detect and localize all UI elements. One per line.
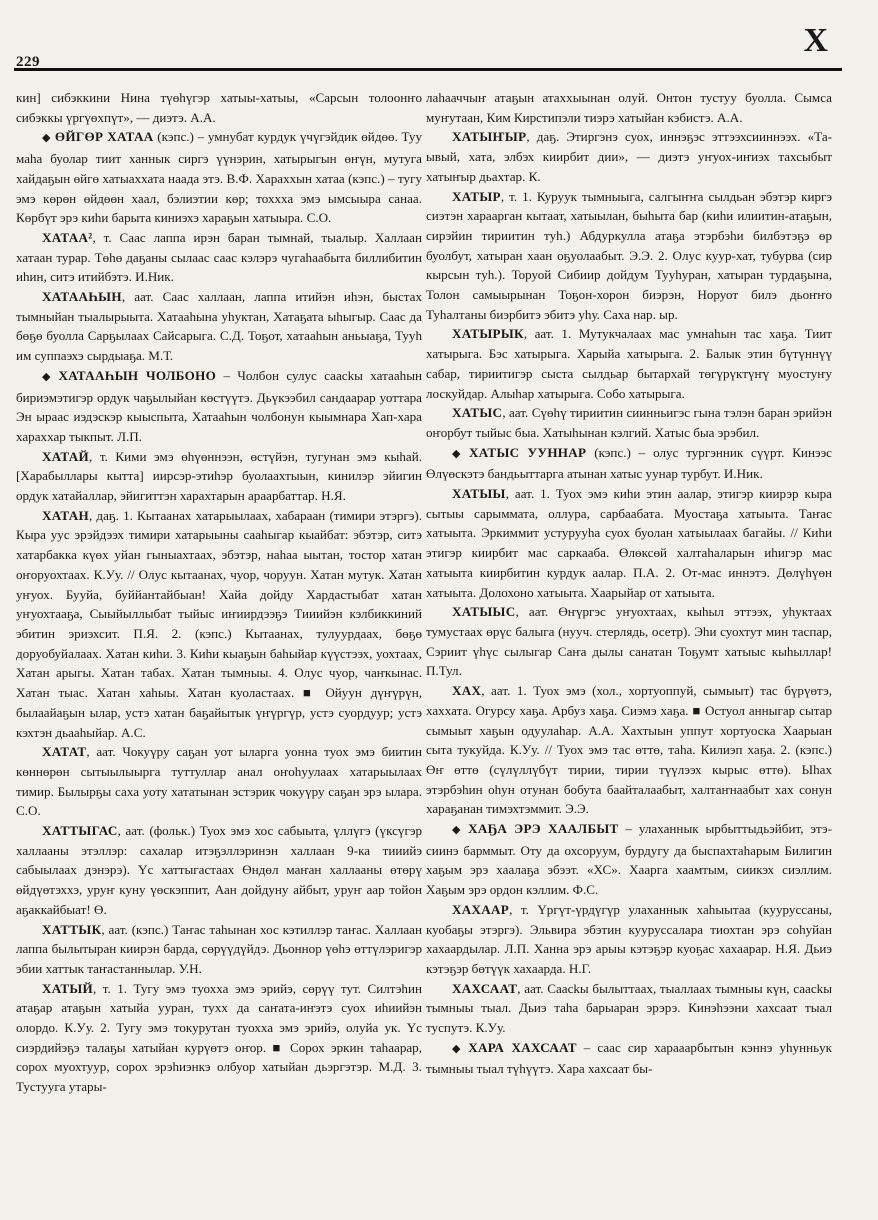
dictionary-entry xyxy=(426,324,832,403)
entry-headword: ХАТАТ xyxy=(42,744,87,760)
dictionary-entry xyxy=(16,979,422,1097)
entry-definition: – саас сир харааарбытын кэннэ уһунньук тымныы тыал түһүүтэ. Хара хахсаат бы- xyxy=(426,1039,832,1077)
dictionary-entry xyxy=(426,187,832,325)
dictionary-entry xyxy=(16,127,422,228)
entry-headword: ХАТААҺЫН xyxy=(42,289,122,305)
dictionary-entry xyxy=(16,366,422,447)
running-head-letter: X xyxy=(803,22,828,59)
entry-definition: , аат. Саасkы былыттаах, тыаллаах тымныы күн, саасkы тымныы тыал. Дьиэ таһа барыаран эрэрэ. Кинэһээни хахсаат тыал туспутэ. К.Уу. xyxy=(426,980,832,1036)
dictionary-entry xyxy=(426,127,832,186)
entry-definition: , т. Саас лаппа ирэн баран тымнай, тыалыр. Халлаан хатаан турар. Төһө даҕаны сылаас саас кэлэрэ чугаһаабыта биллибитин иһин, ситэ итийбэтэ. И.Ник. xyxy=(16,229,422,285)
entry-headword: ХАТЫЫ xyxy=(452,486,506,502)
left-column xyxy=(16,88,422,1128)
entry-headword: ХАТЫС УУННАР xyxy=(469,444,587,460)
entry-definition: , аат. Өҥүргэс уҥуохтаах, кыһыл эттээх, уһуктаах тумустаах өрүс балыга (нууч. стерлядь, осетр). Эһи суохтут мин таспар, Сэриит үһүс сылыгар Саҥа дылы санатан Тоҕумт хатыыс кыһыллар! П.Тул. xyxy=(426,604,832,679)
dictionary-entry xyxy=(16,506,422,742)
diamond-marker-icon: ◆ xyxy=(42,370,55,383)
dictionary-entry xyxy=(426,979,832,1038)
entry-headword: ХАТЫЙ xyxy=(42,980,94,996)
dictionary-entry xyxy=(16,742,422,821)
entry-headword: ХАТАН xyxy=(42,507,89,523)
entry-definition: , т. 1. Тугу эмэ туохха эмэ эрийэ, сөрүү тут. Силтэһин атаҕар атаҕын хатыйа ууран, тухх да саҥата-иҥэтэ суох иһиийэн олордо. К.Уу. 2. Тугу эмэ токурутан туохха эмэ эрийэ, олуйа ук. Үс сиэрдийэҕэ талаҕы хатыйан курүөтэ оҥор. ■ Сорох эркин таһаарар, сорох муохтуур, сорох эрэһиэнкэ олбуор хатыйан дьэргэтэр. М.Д. 3. Тустууга утары- xyxy=(16,980,422,1095)
entry-headword: ХАРА ХАХСААТ xyxy=(468,1039,577,1055)
diamond-marker-icon: ◆ xyxy=(452,1042,465,1055)
entry-definition: , аат. (кэпс.) Таҥас таһынан хос кэтиллэр таҥас. Халлаан лаппа былытыран киирэн барда, сөрүүдүйдэ. Дьоннор үөһэ өттүлэригэр эбии хаттык таҥастаннылар. У.Н. xyxy=(16,921,422,976)
dictionary-entry xyxy=(426,88,832,127)
dictionary-entry xyxy=(426,443,832,484)
entry-definition: , аат. (фольк.) Туох эмэ хос сабыыта, үллүгэ (үксүгэр халлааны этэллэр: сахалар итэҕэллэринэн халлаан 9-ка тииийэ сабыылаах дэнэрэ). Үс хаттыгастаах Өндөл маҥан халлааны өтөрү өйдүөтэххэ, уруҥ куну үөскэппит, Аан дойдуну айбыт, уруҥ аар тойон аҕаккайбыат! Ө. xyxy=(16,823,422,917)
entry-definition: лаһааччыҥ атаҕын атаххыынан олуй. Онтон тустуу буолла. Сымса муҥутаан, Ким Кирстипэли тиэрэ хатыйан кэбистэ. А.А. xyxy=(426,90,832,125)
entry-definition: , даҕ. Этиргэнэ суох, иннэҕэс эттээхсииннээх. «Та-ывый, хата, элбэх киирбит дии», — диэтэ уҥуох-иҥиэх тахсыбыт хатыҥыр дьахтар. К. xyxy=(426,129,832,184)
diamond-marker-icon: ◆ xyxy=(42,132,51,145)
dictionary-entry xyxy=(16,287,422,366)
entry-definition: , аат. Саас халлаан, лаппа итийэн иһэн, быстах тымныйан тыалырыыта. Хатааһына уһуктан, Хатаҕата ыһыгыр. Саас да бөҕө буолла Сарҕылаах Сайсарыга. С.Д. Тоҕот, хатааһын аньыаҕа, Тууһ им суппаэхэ сырдыаҕа. М.Т. xyxy=(16,289,422,364)
entry-definition: – Чолбон сулус саасkы хатааһын бириэмэтигэр ордук чаҕылыйан көстүүтэ. Дьүкээбил сандаарар уоттара Эн ыраас иэдэскэр кыыспыта, Хатааһын чолбонун кыымнара Хап-хара хараххар тыкпыт. Л.П. xyxy=(16,367,422,444)
page-number: 229 xyxy=(16,54,40,70)
dictionary-entry xyxy=(426,403,832,442)
dictionary-entry xyxy=(426,484,832,602)
entry-headword: ХАТЫЫС xyxy=(452,604,516,620)
diamond-marker-icon: ◆ xyxy=(452,447,466,460)
entry-definition: , т. Үргүт-үрдүгүр улаханнык хаһыытаа (куурусcаны, куобаҕы этэргэ). Эльвира эбэтин кууруссалара тиохтан эрэ соһуйан хахаардылар. Л.П. Ханна эрэ арыы кэтэҕэр куоҕас хахаарар. Н.Я. Дьиэ кэтэҕэр бөтүүк хахаарда. Н.Г. xyxy=(426,901,832,976)
entry-headword: ХАТЫҤЫР xyxy=(452,129,527,145)
entry-definition: , аат. Чокуүру саҕан уот ыларга уонна туох эмэ биитин көннөрөн сытыылыырга туттуллар анал оҥоһуулаах хатарыылаах тимир. Былырҕы саха уоту хататынан эстэрик чокуүру саҕан эрэ ылара. С.О. xyxy=(16,744,422,819)
entry-headword: ХАТЫС xyxy=(452,405,503,421)
entry-headword: ХАХСААТ xyxy=(452,980,518,996)
dictionary-entry xyxy=(16,821,422,920)
entry-headword: ХАТААҺЫН ЧОЛБОНО xyxy=(58,367,217,383)
entry-headword: ХАХААР xyxy=(452,901,510,917)
entry-definition: , т. 1. Куруук тымныыга, салгыҥҥа сылдьан эбэтэр киргэ сиэтэн хараарган кытаат, хатыылан, быһыта бар (киһи илиитин-атаҕын, сирэйин тириитин туһ.) Абдуркулла атаҕа этэрбэһи билбэтэҕэ өр буолбут, хатыран хаан оҕуолаабыт. Э.Э. 2. Олус куур-хат, тубурва (сир кырсын туһ.). Торуой Сибиир дойдум Тууһуран, хатыран турдаҕына, Толон самыырынан Тоҕон-хорон биэрэн, Норуот билэ дьоҥҥо Туһалтаны биэрбитэ эбитэ уһу. Саха нар. ыр. xyxy=(426,188,832,322)
entry-definition: , аат. 1. Туох эмэ (хол., хортуоппуй, сымыыт) тас бүрүөтэ, хаххата. Огурсу хаҕа. Арбуз хаҕа. Сиэмэ хаҕа. ■ Остуол анныгар сытар сымыыт хаҕын одуулаһар. А.А. Хахтыын уппут хортуоска Хаарыан сыта тукуйда. К.Уу. // Туох эмэ тас өттө, таһа. Килиэп хаҕа. 2. (кэпс.) Өҥ өттө (сүлүллүбүт тирии, тирии түүлээх кырыс өттө). Ыһах этэрбэһин оһун отунан бобута баайталаабыт, халтаҥнаабыт хах сонун хараҕанан тимэхтэммит. Э.Э. xyxy=(426,683,832,817)
right-column xyxy=(426,88,832,1128)
dictionary-entry xyxy=(16,88,422,127)
entry-definition: – улаханнык ырбыттыдьэйбит, этэ-сиинэ барммыт. Оту да охсоруум, бурдугу да быспахтаһарым Билигин хаҕым эрэ хаалаҕа эбээт. «ХС». Хаарга хаамтым, сиикэх сиэллим. Хаҕым эрэ ордон кэллим. Ф.С. xyxy=(426,821,832,898)
entry-definition: , даҕ. 1. Кытаанах хатарыылаах, хабараан (тимири этэргэ). Кыра уус эрэйдээх тимири хатарыыны сааһыгар кыайбат: эбэтэр, ситэ хатарбакка күөх уйан гыныахтаах, эбэтэр, наһаа ыытан, тостор хатан оҥоруохтаах. К.Уу. // Олус кытаанах, чуор, чоруун. Хатан мутук. Хатан уҥуох. Бууйа, буййантайбыан! Хайа дойду Хардастыбат хатан уҥуохтааҕа, Сыыйыллыбат тыйыс иҥиирдээҕэ Тииийэн кэлбиккиний эбитин эриэхсит. П.Я. 2. (кэпс.) Кытаанах, тулуурдаах, бөҕө доруобуйалаах. Хатан киһи. 3. Киһи кыаҕын баһыйар күүстээх, уохтаах, Хатан арыгы. Хатан табах. Хатан тымныы. 4. Олус чуор, чаҥкынас. Хатан тыас. Хатан хаһыы. Хатан куоластаах. ■ Ойуун дүҥүрүн, былаайаҕын ылар, устэ хатан баҕайытык үҥүргүр, устэ суордуур; устэ кэхтэн дьааһыйар. А.С. xyxy=(16,507,422,740)
diamond-marker-icon: ◆ xyxy=(452,824,465,837)
entry-definition: , аат. 1. Мутукчалаах мас умнаһын тас хаҕа. Тиит хатырыга. Бэс хатырыга. Харыйа хатырыга. 2. Балык этин бүтүннүү сабар, тириитигэр сыста сылдьар бытархай төгүрүктүҥү муостуҥу лоскуйдар. Алыһар хатырыга. Собо хатырыга. xyxy=(426,326,832,401)
entry-headword: ХАТАА² xyxy=(42,229,93,245)
dictionary-entry xyxy=(16,228,422,287)
entry-definition: , т. Кими эмэ өһүөннээн, өстүйэн, тугунан эмэ кыһай. [Харабыллары кытта] иирсэр-этиһэр буолаахтыын, кинилэр эйигин ордук хатайаллар, эйигиттэн харахтарын араарбаттар. Н.Я. xyxy=(16,448,422,504)
entry-headword: ХАТЫРЫК xyxy=(452,326,524,342)
entry-headword: ХАТЫР xyxy=(452,188,501,204)
entry-definition: (кэпс.) – умнубат курдук үчүгэйдик өйдөө. Туу маһа буолар тиит ханнык сиргэ үүнэрин, хатырыгын өҥүн, мутуга хайдаҕын өйгө хатыаххата наада этэ. В.Ф. Хараххын хатаа (кэпс.) – тугу эмэ көрөн өйдөөн хаал, бэлиэтии көр; тоххха эмэ ымсыыра санаа. Көрбүт эрэ киһи барыта киниэхэ хараҕын хатыыра. С.О. xyxy=(16,129,422,226)
entry-headword: ХАҔА ЭРЭ ХААЛБЫТ xyxy=(468,821,619,837)
entry-headword: ХАТТЫГАС xyxy=(42,823,118,839)
dictionary-entry xyxy=(16,447,422,506)
entry-headword: ХАХ xyxy=(452,683,482,699)
dictionary-entry xyxy=(16,920,422,979)
dictionary-entry xyxy=(426,900,832,979)
dictionary-entry xyxy=(426,1038,832,1079)
entry-headword: ХАТТЫК xyxy=(42,921,102,937)
dictionary-entry xyxy=(426,681,832,819)
dictionary-entry xyxy=(426,602,832,681)
entry-definition: , аат. 1. Туох эмэ киһи этин аалар, этигэр киирэр кыра сытыы сарыммата, оллура, сарбаабата. Муостаҕа хатыыта. Таҥас хатыыта. Эркиммит устурууһа суох буолан хатыылаах багайы. // Киһи этигэр киирбит мас саркааба. Өлөксөй халтаһаларын иһигэр мас хатыыта киирбитин курдук аалар. П.А. 2. От-мас иннэтэ. Дөлүһүөн хатыыта. Долохоно хатыыта. Хаарыйар от хатыыта. xyxy=(426,486,832,600)
entry-definition: (кэпс.) – олус тургэнник сүүрт. Кинээс Өлүөскэтэ бандьыттарга атынан хатыс уунар турбут. И.Ник. xyxy=(426,444,832,482)
entry-headword: ӨЙГӨР ХАТАА xyxy=(54,129,154,145)
entry-headword: ХАТАЙ xyxy=(42,448,89,464)
header-rule xyxy=(14,68,842,71)
entry-definition: кин] сибэккини Нина түөһүгэр хатыы-хатыы, «Сарсын толоонҥо сибэккы үргүөхпүт», — диэтэ. А.А. xyxy=(16,90,422,125)
dictionary-entry xyxy=(426,819,832,900)
entry-definition: , аат. Сүөһү тириитин сиинньигэс гына тэлэн баран эрийэн оҥорбут тыйыс быа. Хатыһынан кэлгий. Хатыс быа эрэбил. xyxy=(426,405,832,440)
